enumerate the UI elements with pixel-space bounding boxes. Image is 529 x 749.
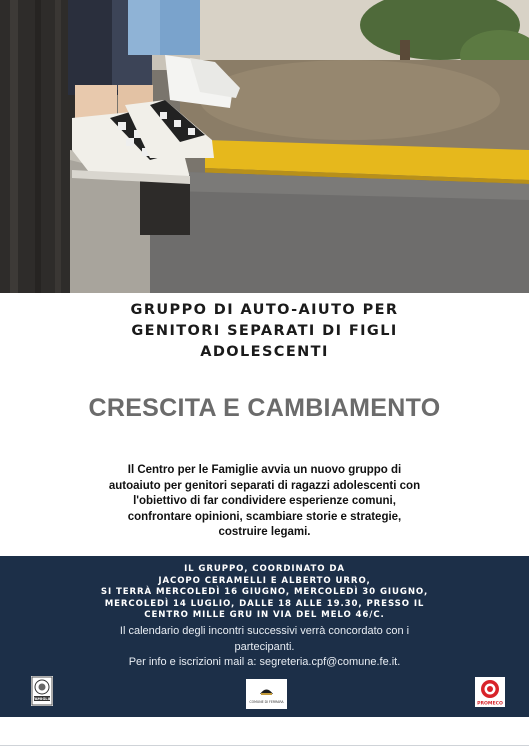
description-line: confrontare opinioni, scambiare storie e strategie, [127, 510, 402, 523]
flyer-subtitle [60, 300, 469, 363]
subtitle-line: GENITORI SEPARATI DI FIGLI [131, 323, 398, 339]
subtitle-line: GRUPPO DI AUTO-AIUTO PER [130, 302, 399, 318]
contact-email: Per info e iscrizioni mail a: segreteria.cpf@comune.fe.it. [128, 656, 401, 668]
schedule-line: IL GRUPPO, COORDINATO DA [184, 564, 345, 574]
description-line: costruire legami. [218, 526, 311, 539]
family-center-seal-icon [31, 676, 53, 706]
schedule-line: CENTRO MILLE GRU IN VIA DEL MELO 46/C. [144, 610, 385, 621]
contact-info [70, 624, 459, 671]
hero-photo-illustration [0, 0, 529, 293]
promeco-logo-text: PROMECO [477, 701, 503, 707]
calendar-note: Il calendario degli incontri successivi verrà concordato con i [119, 625, 410, 637]
schedule-line: MERCOLEDÌ 14 LUGLIO, DALLE 18 ALLE 19.30, PRESSO IL [104, 598, 425, 609]
description-line: Il Centro per le Famiglie avvia un nuovo gruppo di [127, 464, 402, 476]
schedule-line: JACOPO CERAMELLI E ALBERTO URRO, [158, 575, 371, 586]
description-paragraph [95, 463, 434, 541]
promeco-logo-icon [475, 677, 505, 707]
schedule-line: SI TERRÀ MERCOLEDÌ 16 GIUGNO, MERCOLEDÌ 30 GIUGNO, [100, 587, 429, 598]
hero-photo [0, 0, 529, 293]
description-line: autoaiuto per genitori separati di ragazzi adolescenti con [108, 479, 421, 492]
description-line: l'obiettivo di far condividere esperienze comuni, [133, 495, 396, 508]
schedule-block [90, 564, 439, 622]
flyer-title: CRESCITA E CAMBIAMENTO [88, 394, 441, 422]
city-logo-text: COMUNE DI FERRARA [249, 700, 284, 704]
subtitle-line: ADOLESCENTI [200, 344, 329, 360]
family-logo-text: FAMIGLIE [32, 697, 52, 702]
page-edge-divider [0, 745, 529, 746]
calendar-note: partecipanti. [234, 640, 295, 653]
city-emblem-icon [246, 679, 287, 709]
